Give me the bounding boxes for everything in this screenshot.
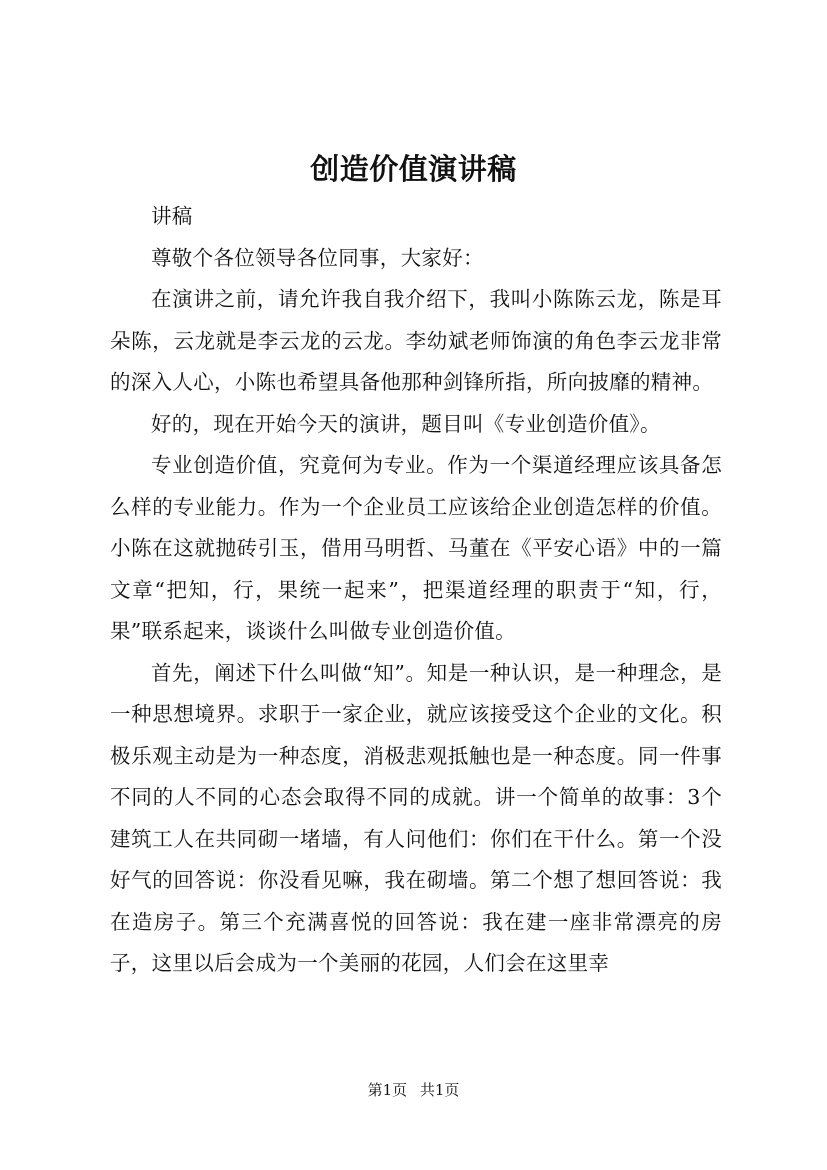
document-body (110, 196, 722, 985)
paragraph-introduction: 在演讲之前，请允许我自我介绍下，我叫小陈陈云龙，陈是耳朵陈，云龙就是李云龙的云龙。李幼斌老师饰演的角色李云龙非常的深入人心，小陈也希望具备他那种剑锋所指，所向披靡的精神。 (110, 287, 722, 394)
paragraph-greeting: 尊敬个各位领导各位同事，大家好： (151, 245, 484, 270)
paragraph-topic: 好的，现在开始今天的演讲，题目叫《专业创造价值》。 (151, 411, 661, 436)
paragraph-heading: 讲稿 (151, 204, 193, 228)
paragraph-knowing: 首先，阐述下什么叫做“知”。知是一种认识，是一种理念，是一种思想境界。求职于一家企业，就应该接受这个企业的文化。积极乐观主动是为一种态度，消极悲观抵触也是一种态度。同一件事不同的人不同的心态会取得不同的成就。讲一个简单的故事：3个建筑工人在共同砌一堵墙，有人问他们：你们在干什么。第一个没好气的回答说：你没看见嘛，我在砌墙。第二个想了想回答说：我在造房子。第三个充满喜悦的回答说：我在建一座非常漂亮的房子，这里以后会成为一个美丽的花园，人们会在这里幸 (110, 660, 722, 975)
document-title: 创造价值演讲稿 (310, 152, 517, 186)
paragraph-professional-value: 专业创造价值，究竟何为专业。作为一个渠道经理应该具备怎么样的专业能力。作为一个企业员工应该给企业创造怎样的价值。小陈在这就抛砖引玉，借用马明哲、马董在《平安心语》中的一篇文章“把知，行，果统一起来”，把渠道经理的职责于“知，行，果”联系起来，谈谈什么叫做专业创造价值。 (110, 453, 722, 643)
page-footer (0, 1079, 827, 1100)
page-total: 共1页 (419, 1081, 460, 1099)
page-number: 第1页 (367, 1081, 408, 1099)
